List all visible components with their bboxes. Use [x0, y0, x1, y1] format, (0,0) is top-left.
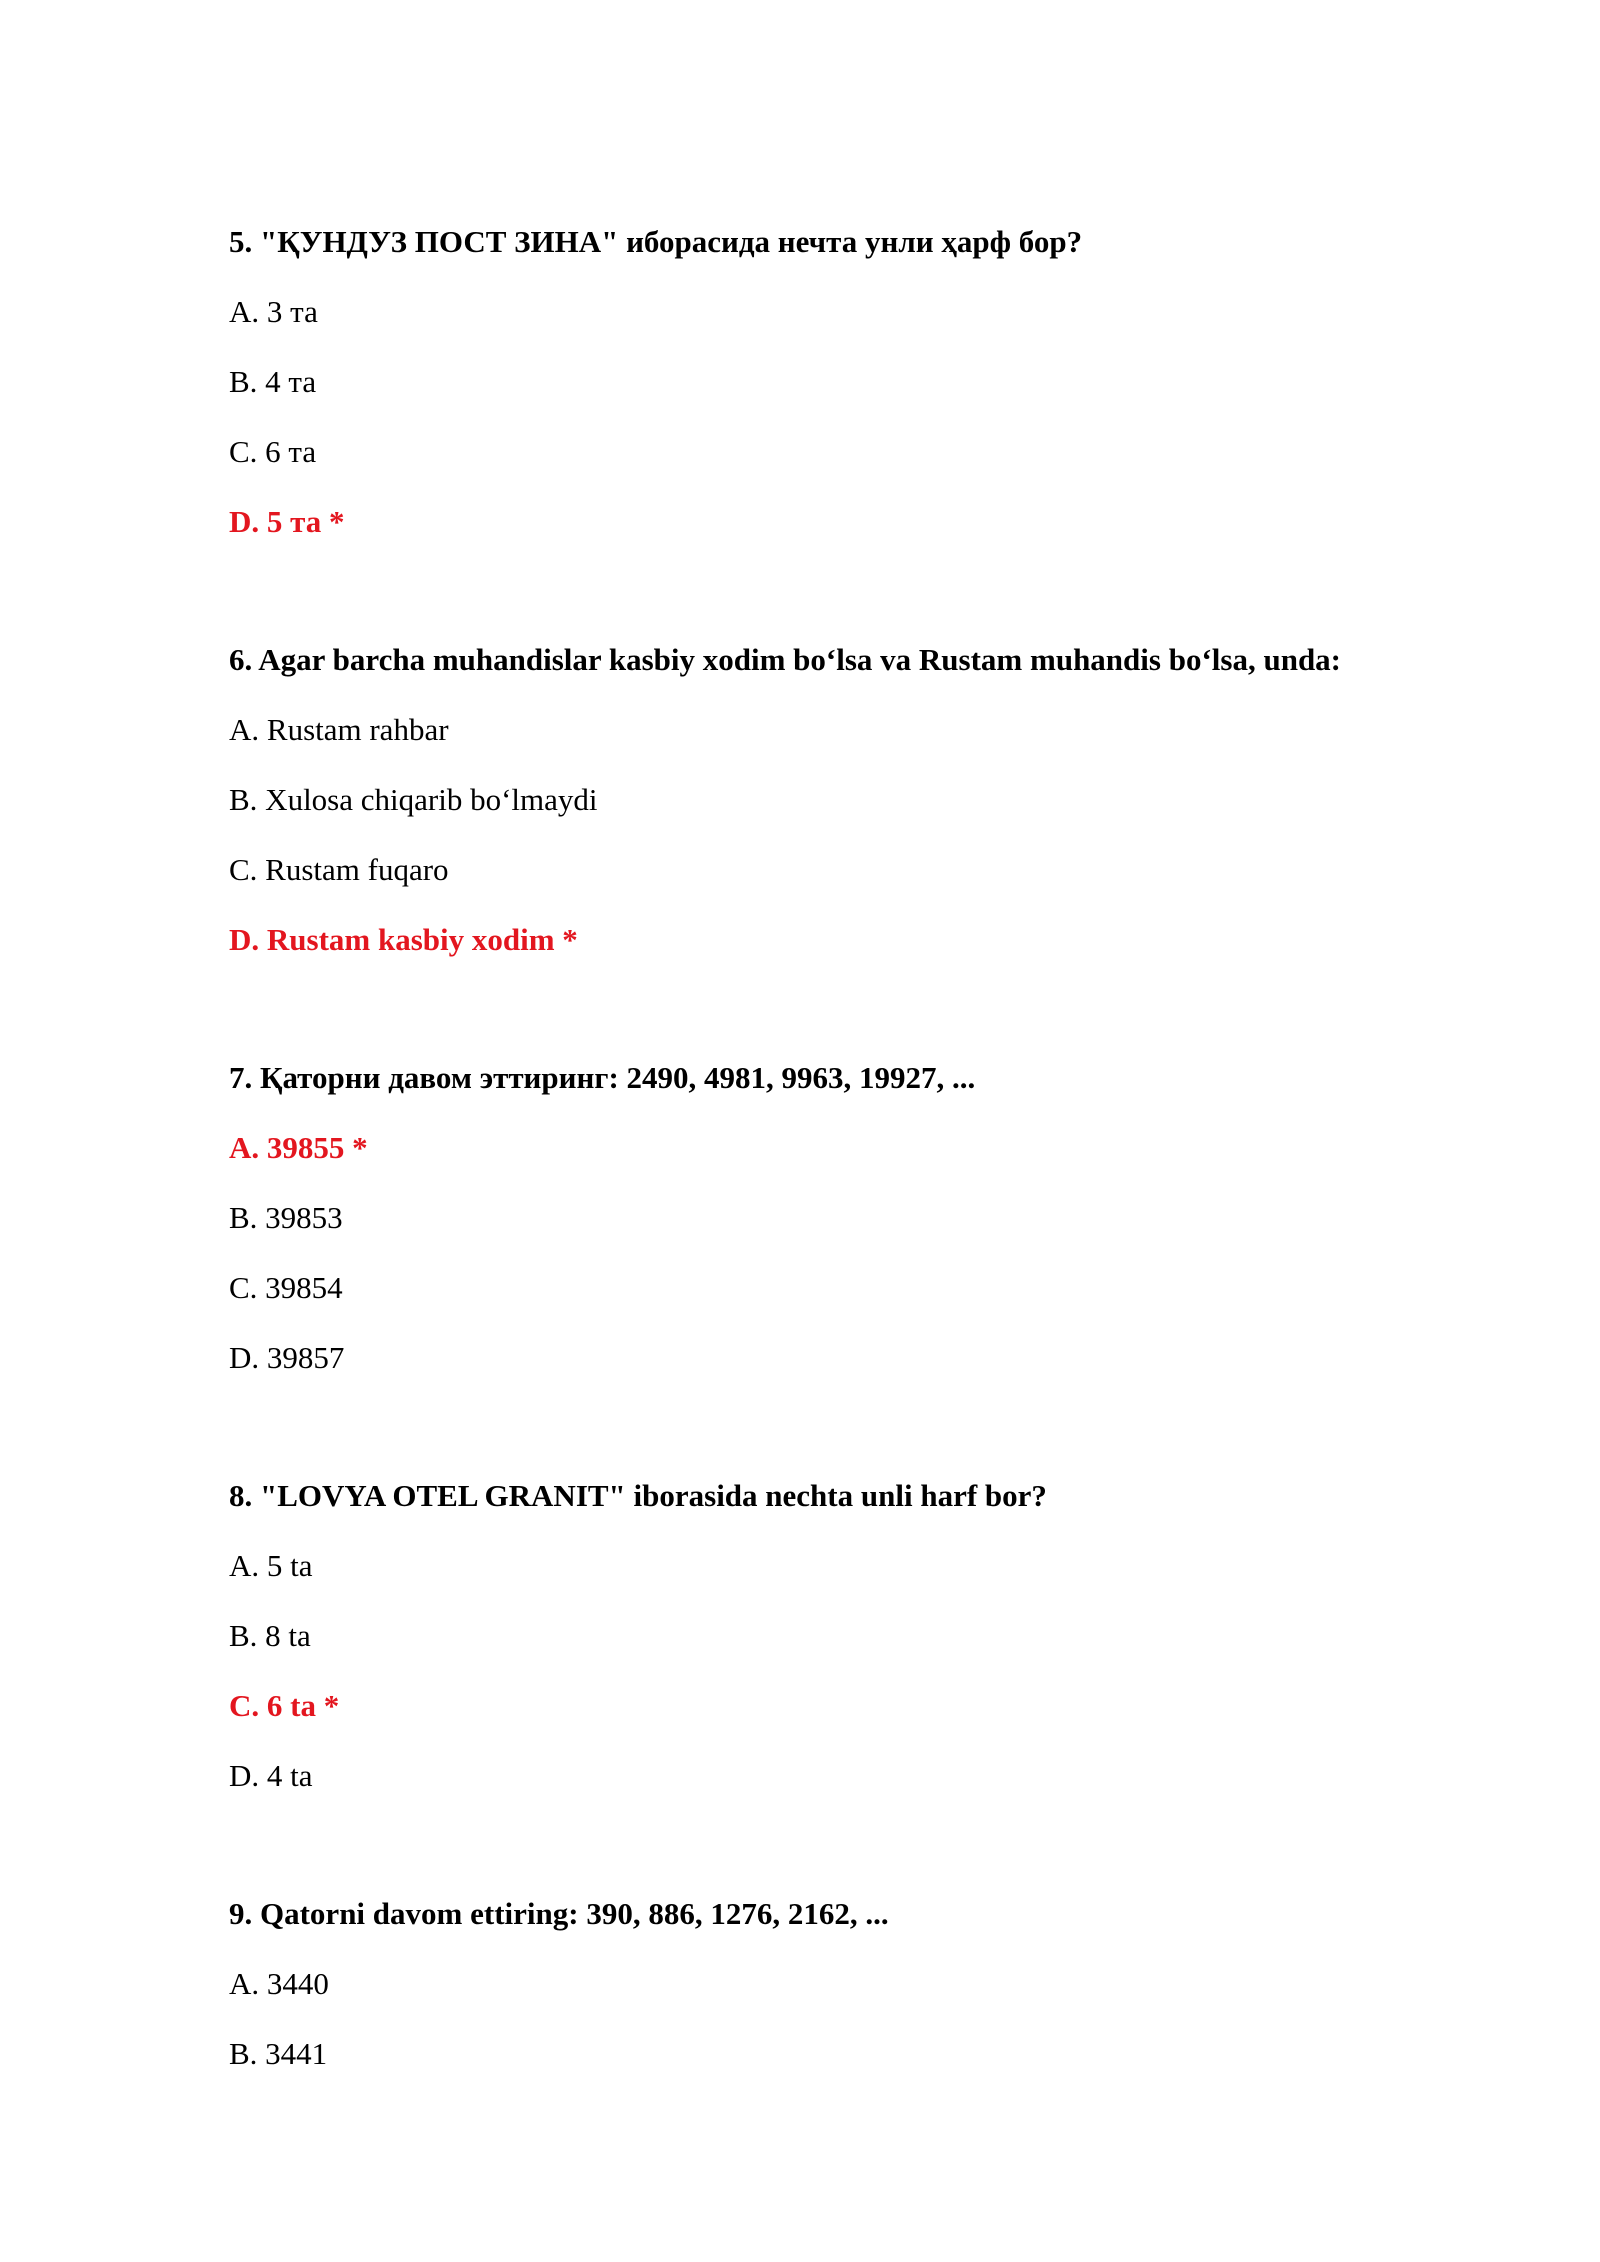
question-5: [229, 224, 1529, 540]
answer-option-b: B. Xulosa chiqarib bo‘lmaydi: [229, 782, 598, 817]
answer-option-c: C. 6 ta *: [229, 1688, 340, 1723]
question-7: [229, 1060, 1529, 1376]
answer-option-b: B. 3441: [229, 2036, 328, 2071]
answer-option-d: D. 39857: [229, 1340, 345, 1375]
question-text: 7. Қаторни давом эттиринг: 2490, 4981, 9963, 19927, ...: [229, 1060, 976, 1095]
question-text: 9. Qatorni davom ettiring: 390, 886, 1276, 2162, ...: [229, 1896, 889, 1931]
question-text: 5. "ҚУНДУЗ ПОСТ ЗИНА" иборасида нечта унли ҳарф бор?: [229, 224, 1083, 259]
answer-option-b: B. 39853: [229, 1200, 343, 1235]
answer-option-b: B. 8 ta: [229, 1618, 311, 1653]
question-6: [229, 642, 1529, 958]
answer-option-a: A. 3 та: [229, 294, 318, 329]
answer-option-c: C. 6 та: [229, 434, 317, 469]
answer-option-a: A. Rustam rahbar: [229, 712, 449, 747]
question-9: [229, 1896, 1529, 2072]
answer-option-d: D. Rustam kasbiy xodim *: [229, 922, 578, 957]
answer-option-a: A. 5 ta: [229, 1548, 313, 1583]
answer-option-c: C. 39854: [229, 1270, 343, 1305]
answer-option-a: A. 3440: [229, 1966, 329, 2001]
question-8: [229, 1478, 1529, 1794]
answer-option-c: C. Rustam fuqaro: [229, 852, 449, 887]
answer-option-d: D. 4 ta: [229, 1758, 313, 1793]
answer-option-d: D. 5 та *: [229, 504, 345, 539]
question-text: 8. "LOVYA OTEL GRANIT" iborasida nechta unli harf bor?: [229, 1478, 1047, 1513]
answer-option-b: B. 4 та: [229, 364, 317, 399]
answer-option-a: A. 39855 *: [229, 1130, 368, 1165]
question-text: 6. Agar barcha muhandislar kasbiy xodim bo‘lsa va Rustam muhandis bo‘lsa, unda:: [229, 642, 1342, 677]
